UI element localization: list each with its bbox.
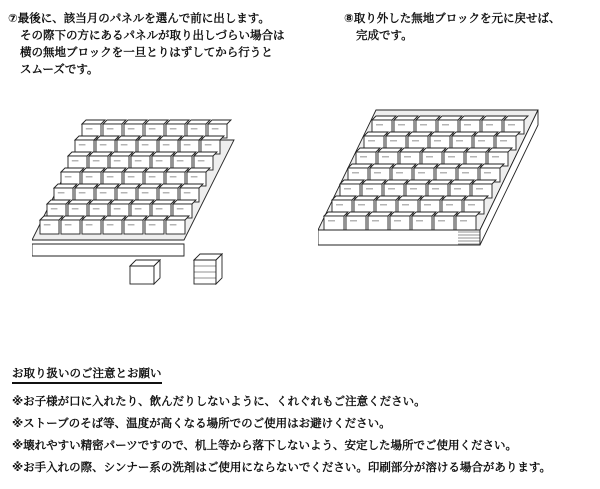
calendar-block — [400, 148, 424, 166]
removed-panel — [194, 254, 222, 284]
calendar-block — [103, 120, 126, 138]
calendar-block — [386, 132, 410, 150]
calendar-block — [430, 132, 454, 150]
calendar-block — [412, 212, 436, 230]
calendar-block — [450, 180, 474, 198]
note-item: ※お子様が口に入れたり、飲んだりしないように、くれぐれもご注意ください。 — [12, 394, 426, 408]
calendar-block — [472, 180, 496, 198]
calendar-block — [348, 164, 372, 182]
removed-panel — [130, 260, 160, 284]
step-8-line: ⑧取り外した無地ブロックを元に戻せば、 — [344, 11, 561, 25]
calendar-block — [464, 196, 488, 214]
calendar-blocks-illustration-step7 — [32, 96, 237, 301]
calendar-block — [460, 116, 484, 134]
calendar-block — [406, 180, 430, 198]
calendar-block — [444, 148, 468, 166]
care-notes — [12, 362, 551, 478]
calendar-block — [408, 132, 432, 150]
calendar-block — [456, 212, 480, 230]
step-7-line: 横の無地ブロックを一旦とりはずしてから行うと — [20, 45, 273, 59]
note-item: ※ストーブのそば等、温度が高くなる場所でのご使用はお避けください。 — [12, 416, 391, 430]
calendar-block — [480, 164, 504, 182]
calendar-block — [458, 164, 482, 182]
calendar-block — [376, 196, 400, 214]
calendar-block — [422, 148, 446, 166]
calendar-block — [124, 120, 147, 138]
calendar-block — [390, 212, 414, 230]
calendar-block — [384, 180, 408, 198]
calendar-block — [436, 164, 460, 182]
notes-title: お取り扱いのご注意とお願い — [12, 365, 162, 384]
calendar-block — [378, 148, 402, 166]
calendar-block — [496, 132, 520, 150]
calendar-block — [356, 148, 380, 166]
note-item: ※壊れやすい精密パーツですので、机上等から落下しないよう、安定した場所でご使用ください。 — [12, 438, 517, 452]
step-7-line: その際下の方にあるパネルが取り出しづらい場合は — [20, 28, 285, 42]
calendar-block — [372, 116, 396, 134]
calendar-block — [364, 132, 388, 150]
step-8-number: ⑧ — [344, 11, 354, 25]
step-7 — [8, 10, 285, 78]
step-7-number: ⑦ — [8, 11, 18, 25]
step-8 — [344, 10, 561, 44]
calendar-block — [488, 148, 512, 166]
notes-list — [12, 390, 551, 478]
calendar-block — [187, 120, 210, 138]
calendar-block — [340, 180, 364, 198]
calendar-block — [394, 116, 418, 134]
calendar-block — [332, 196, 356, 214]
calendar-block — [466, 148, 490, 166]
calendar-blocks-illustration-step8 — [318, 100, 548, 290]
calendar-block — [434, 212, 458, 230]
calendar-block — [324, 212, 348, 230]
calendar-block — [452, 132, 476, 150]
calendar-block — [420, 196, 444, 214]
step-8-line: 完成です。 — [356, 28, 413, 42]
calendar-block — [438, 116, 462, 134]
calendar-block — [414, 164, 438, 182]
calendar-block — [416, 116, 440, 134]
note-item: ※お手入れの際、シンナー系の洗剤はご使用にならないでください。印刷部分が溶ける場合があります。 — [12, 460, 551, 474]
calendar-block — [354, 196, 378, 214]
calendar-block — [398, 196, 422, 214]
calendar-block — [166, 120, 189, 138]
calendar-block — [392, 164, 416, 182]
calendar-block — [482, 116, 506, 134]
calendar-block — [145, 120, 168, 138]
calendar-block — [442, 196, 466, 214]
calendar-block — [474, 132, 498, 150]
calendar-block — [370, 164, 394, 182]
calendar-block — [208, 120, 231, 138]
calendar-block — [428, 180, 452, 198]
calendar-block — [346, 212, 370, 230]
calendar-block — [362, 180, 386, 198]
step-7-line: ⑦最後に、該当月のパネルを選んで前に出します。 — [8, 11, 270, 25]
step-7-line: スムーズです。 — [20, 62, 99, 76]
calendar-block — [368, 212, 392, 230]
calendar-block — [82, 120, 105, 138]
calendar-block — [504, 116, 528, 134]
